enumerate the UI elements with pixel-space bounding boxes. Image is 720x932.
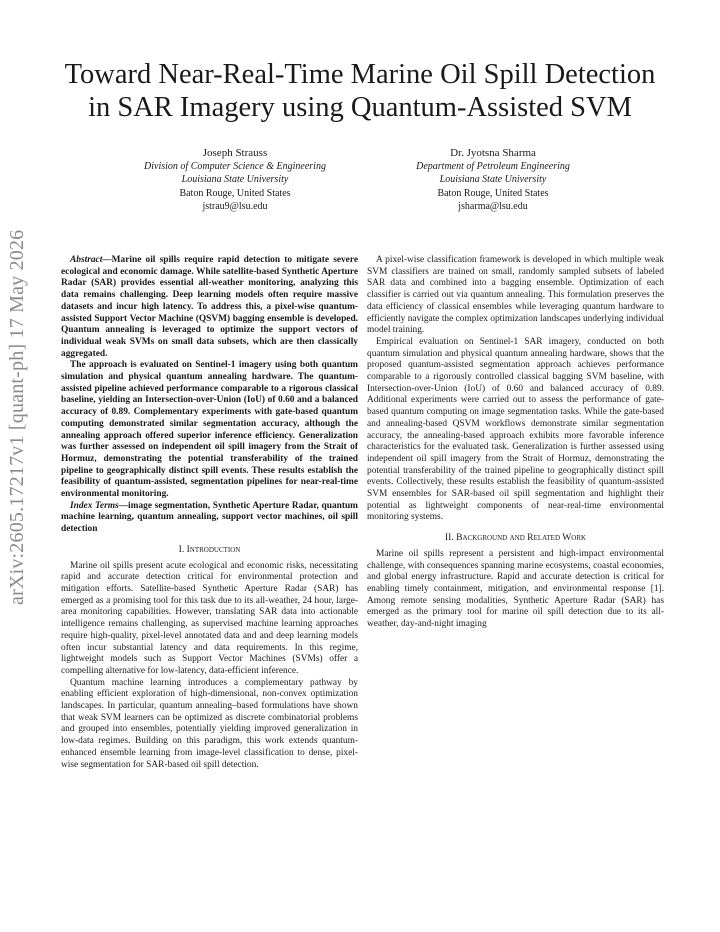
- intro-paragraph-2: Quantum machine learning introduces a complementary pathway by enabling efficient exploration of high-dimensional, non-convex optimization landscapes. In particular, quantum annealing–based formulations have shown that weak SVM learners can be optimized as discrete combinatorial problems and grouped into ensembles, potentially yielding improved generalization in low-data regimes. Building on this paradigm, this work extends quantum-enhanced ensemble learning from image-level classification to dense, pixel-wise segmentation for SAR-based oil spill detection.: [61, 677, 358, 770]
- author-city: Baton Rouge, United States: [179, 187, 291, 199]
- section-heading-introduction: I. Introduction: [178, 543, 241, 555]
- author-city: Baton Rouge, United States: [437, 187, 549, 199]
- index-terms-text: —image segmentation, Synthetic Aperture Radar, quantum machine learning, quantum annealing, support vector machines, oil spill detection: [61, 500, 358, 535]
- title-line-1: Toward Near-Real-Time Marine Oil Spill Detection: [64, 59, 656, 90]
- intro-paragraph-3: A pixel-wise classification framework is developed in which multiple weak SVM classifiers are trained on small, randomly sampled subsets of labeled SAR data and combined into a bagging ensemble. Optimization of each classifier is carried out via quantum annealing. This formulation preserves the data efficiency of classical ensembles while leveraging quantum hardware to efficiently navigate the complex optimization landscapes underlying individual model training.: [367, 255, 664, 336]
- author-department: Department of Petroleum Engineering: [416, 161, 570, 172]
- author-university: Louisiana State University: [181, 174, 289, 186]
- arxiv-sidebar-id[interactable]: arXiv:2605.17217v1 [quant-ph] 17 May 2026: [6, 229, 28, 605]
- index-terms: [61, 501, 358, 536]
- abstract-text-1: —Marine oil spills require rapid detection to mitigate severe ecological and economic damage. While satellite-based Synthetic Aperture Radar (SAR) provides essential all-weather monitoring, analyzing this data remains challenging. Deep learning models often require massive datasets and incur high latency. To address this, a pixel-wise quantum-assisted Support Vector Machine (QSVM) bagging ensemble is developed. Quantum annealing is leveraged to optimize the support vectors of individual weak SVMs on small data subsets, which are then classically aggregated.: [61, 255, 358, 359]
- index-terms-label: Index Terms: [70, 500, 119, 511]
- paper-title: [40, 58, 680, 124]
- intro-paragraph-4: Empirical evaluation on Sentinel-1 SAR imagery, conducted on both quantum simulation and physical quantum annealing hardware, shows that the proposed quantum-assisted segmentation approach achieves performance comparable to a rigorously controlled classical bagging SVM baseline, with Intersection-over-Union (IoU) of 0.60 and balanced accuracy of 0.89. Additional experiments were carried out to assess the performance of gate-based quantum computing on image segmentation tasks. While the gate-based and annealing-based QSVM workflows demonstrate similar segmentation accuracy, the annealing-based approach exhibits more favorable inference characteristics for the evaluated task. Generalization is further assessed using independent oil spill imagery from the Strait of Hormuz, demonstrating the potential transferability of the trained pipeline to geographically distinct spill events. Collectively, these results establish the feasibility of quantum-assisted SVM ensembles for SAR-based oil spill segmentation and highlight their potential as lightweight components of near-real-time environmental monitoring systems.: [367, 336, 664, 523]
- abstract-paragraph-1: [61, 255, 358, 360]
- title-line-2: in SAR Imagery using Quantum-Assisted SVM: [88, 92, 632, 123]
- author-block-2: [368, 146, 618, 214]
- author-department: Division of Computer Science & Engineering: [144, 161, 326, 172]
- background-paragraph-1: Marine oil spills represent a persistent and high-impact environmental challenge, with consequences spanning marine ecosystems, coastal economies, and global energy infrastructure. Rapid and accurate detection is critical for enabling timely containment, mitigation, and environmental response [1]. Among remote sensing modalities, Synthetic Aperture Radar (SAR) has emerged as the primary tool for marine oil spill detection due to its all-weather, day-and-night imaging: [367, 548, 664, 630]
- author-email[interactable]: jstrau9@lsu.edu: [202, 201, 268, 213]
- section-heading-background: II. Background and Related Work: [444, 532, 587, 544]
- intro-paragraph-1: Marine oil spills present acute ecological and economic risks, necessitating rapid and accurate detection critical for environmental protection and mitigation efforts. Satellite-based Synthetic Aperture Radar (SAR) has emerged as a promising tool for this task due to its all-weather, 24 hour, large-area monitoring capabilities. However, translating SAR data into actionable intelligence remains challenging, as supervised machine learning approaches require high-quality, pixel-level annotated data and and deep learning models often incur substantial latency and data requirements. In this regime, lightweight models such as Support Vector Machines (SVMs) offer a compelling alternative for low-latency, data-efficient inference.: [61, 560, 358, 676]
- abstract: [61, 255, 358, 536]
- author-name: Joseph Strauss: [202, 147, 268, 159]
- abstract-label: Abstract: [70, 255, 103, 265]
- left-column: [61, 255, 358, 771]
- author-email[interactable]: jsharma@lsu.edu: [458, 201, 528, 213]
- abstract-paragraph-2: The approach is evaluated on Sentinel-1 imagery using both quantum simulation and physical quantum annealing hardware. The quantum-assisted pipeline achieved performance comparable to a rigorous classical baseline, yielding an Intersection-over-Union (IoU) of 0.60 and a balanced accuracy of 0.89. Complementary experiments with gate-based quantum computing demonstrated similar segmentation accuracy, although the annealing approach offered superior inference efficiency. Generalization was further assessed on independent oil spill imagery from the Strait of Hormuz, demonstrating the potential transferability of the trained pipeline to geographically distinct spill events. These results establish the feasibility of quantum-assisted, segmentation pipelines for near-real-time environmental monitoring.: [61, 360, 358, 500]
- author-name: Dr. Jyotsna Sharma: [450, 147, 536, 159]
- author-university: Louisiana State University: [439, 174, 547, 186]
- author-block-1: [110, 146, 360, 214]
- right-column: [367, 255, 664, 631]
